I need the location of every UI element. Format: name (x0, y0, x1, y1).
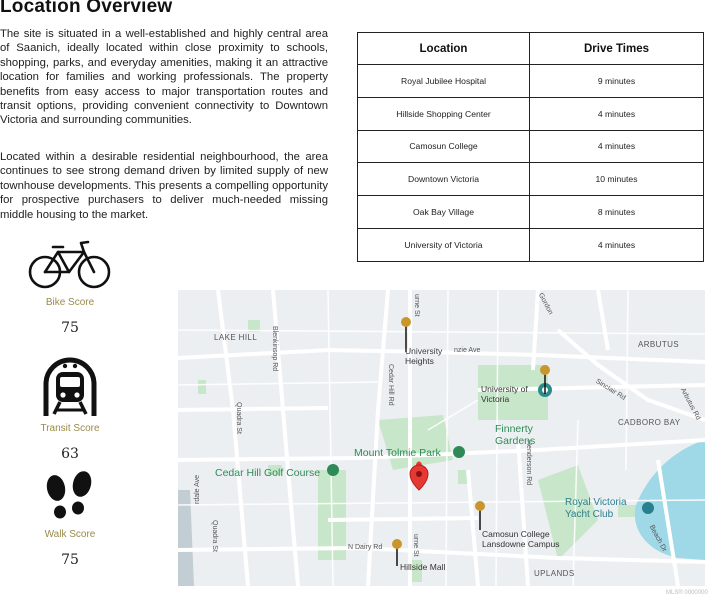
page-title: Location Overview (0, 0, 173, 17)
drive-time-cell: 10 minutes (530, 163, 704, 196)
map-label-finnerty-gardens: Finnerty Gardens (495, 423, 536, 447)
header-drive-times: Drive Times (530, 33, 704, 65)
road-label-beach: Beach Dr (647, 524, 668, 554)
location-cell: University of Victoria (358, 228, 530, 261)
table-row (358, 130, 704, 163)
walk-score (20, 470, 120, 568)
map-label-university-heights: University Heights (405, 346, 443, 366)
location-cell: Downtown Victoria (358, 163, 530, 196)
map-label-hillside-mall: Hillside Mall (400, 562, 446, 572)
location-cell: Camosun College (358, 130, 530, 163)
overview-paragraph-1: The site is situated in a well-established and highly central area of Saanich, ideally located within close proximity to schools, shopping, parks, and everyday amenities, making it an attractive location for families and working professionals. The property benefits from easy access to major transportation routes and transit options, providing convenient connectivity to Downtown Victoria and surrounding communities. (0, 28, 328, 127)
road-label-cedar-hill: Cedar Hill Rd (387, 364, 394, 406)
road-label-shelbourne-bottom: urne St (412, 534, 419, 557)
drive-time-cell: 4 minutes (530, 97, 704, 130)
tolmie-park-marker (453, 446, 465, 458)
transit-score-label: Transit Score (40, 423, 100, 434)
drive-times-table (357, 32, 704, 262)
watermark: MLS® 0000000 (666, 590, 708, 596)
transit-score (20, 356, 120, 462)
road-label-gordon: Gordon (536, 292, 554, 316)
map-label-uplands: UPLANDS (534, 569, 575, 578)
bicycle-icon (27, 238, 113, 292)
road-label-henderson: Henderson Rd (525, 440, 532, 486)
footprints-icon (42, 470, 98, 524)
table-header-row (358, 33, 704, 65)
drive-time-cell: 4 minutes (530, 130, 704, 163)
road-label-quadra: Quadra St (235, 402, 242, 434)
golf-course-marker (327, 464, 339, 476)
bike-score-label: Bike Score (45, 297, 95, 308)
location-cell: Oak Bay Village (358, 196, 530, 229)
walk-score-label: Walk Score (44, 529, 96, 540)
road-label-arbutus-rd: Arbutus Rd (678, 387, 702, 422)
road-label-glendale: rdale Ave (194, 474, 201, 504)
table-row (358, 228, 704, 261)
table-row (358, 163, 704, 196)
map-label-camosun: Camosun College Lansdowne Campus (482, 529, 560, 549)
table-row (358, 97, 704, 130)
map-label-lake-hill: LAKE HILL (214, 333, 258, 342)
table-row (358, 65, 704, 98)
map-label-royal-victoria-yacht-club: Royal Victoria Yacht Club (565, 497, 627, 520)
transit-score-value: 63 (61, 446, 79, 462)
road-label-sinclair: Sinclair Rd (594, 378, 627, 402)
location-cell: Hillside Shopping Center (358, 97, 530, 130)
yacht-club-marker (642, 502, 654, 514)
road-label-shelbourne-top: urne St (413, 294, 420, 317)
drive-time-cell: 9 minutes (530, 65, 704, 98)
map-label-cedar-hill-golf: Cedar Hill Golf Course (215, 467, 321, 479)
overview-paragraph-2: Located within a desirable residential neighbourhood, the area continues to see strong demand driven by limited supply of new townhouse developments. This presents a compelling opportunity for prospective purchasers to deliver much-needed missing middle housing to the market. (0, 151, 328, 221)
map-label-uvic: University of Victoria (481, 384, 528, 404)
table-row (358, 196, 704, 229)
road-label-mckenzie: nzie Ave (454, 347, 481, 354)
drive-time-cell: 4 minutes (530, 228, 704, 261)
map-label-mount-tolmie: Mount Tolmie Park (354, 447, 441, 459)
road-label-quadra-2: Quadra St (211, 520, 218, 552)
walk-score-value: 75 (61, 552, 79, 568)
road-label-blenkinsop: Blenkinsop Rd (271, 326, 278, 372)
bike-score (20, 238, 120, 336)
location-cell: Royal Jubilee Hospital (358, 65, 530, 98)
map-label-cadboro-bay: CADBORO BAY (618, 418, 681, 427)
header-location: Location (358, 33, 530, 65)
location-map[interactable] (178, 290, 705, 586)
bike-score-value: 75 (61, 320, 79, 336)
drive-time-cell: 8 minutes (530, 196, 704, 229)
train-icon (42, 356, 98, 418)
road-label-n-dairy: N Dairy Rd (348, 544, 383, 551)
map-label-arbutus: ARBUTUS (638, 340, 680, 349)
